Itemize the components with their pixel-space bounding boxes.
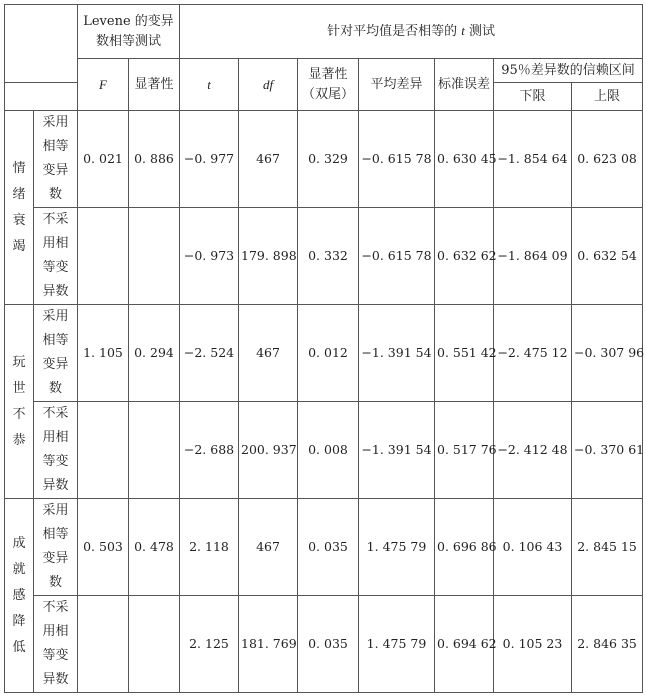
cell-sig2: 0. 035 <box>298 499 359 596</box>
cell-t: −0. 977 <box>180 111 239 208</box>
cell-sig <box>129 402 180 499</box>
variance-assumption: 不采用相等变异数 <box>34 402 78 499</box>
cell-mean-diff: 1. 475 79 <box>359 596 435 693</box>
cell-F: 0. 503 <box>78 499 129 596</box>
col-F: F <box>78 59 129 111</box>
cell-df: 467 <box>239 499 298 596</box>
variance-assumption: 不采用相等变异数 <box>34 208 78 305</box>
cell-std-err: 0. 551 42 <box>435 305 494 402</box>
table-row <box>5 305 643 402</box>
col-sig2-line2: （双尾） <box>301 86 354 102</box>
cell-upper: 0. 623 08 <box>572 111 643 208</box>
cell-t: −2. 688 <box>180 402 239 499</box>
cell-lower: −2. 475 12 <box>494 305 572 402</box>
cell-sig2: 0. 035 <box>298 596 359 693</box>
variance-assumption: 采用相等变异数 <box>34 111 78 208</box>
col-mean-diff: 平均差异 <box>359 59 435 111</box>
cell-lower: 0. 105 23 <box>494 596 572 693</box>
cell-mean-diff: −0. 615 78 <box>359 208 435 305</box>
cell-F <box>78 402 129 499</box>
variance-assumption: 采用相等变异数 <box>34 499 78 596</box>
ttest-header <box>180 5 643 59</box>
col-std-err: 标准误差 <box>435 59 494 111</box>
cell-F <box>78 208 129 305</box>
cell-t: −2. 524 <box>180 305 239 402</box>
cell-sig <box>129 596 180 693</box>
col-ci: 95％差异数的信赖区间 <box>494 59 643 83</box>
cell-upper: 0. 632 54 <box>572 208 643 305</box>
cell-std-err: 0. 694 62 <box>435 596 494 693</box>
ttest-title-text: 针对平均值是否相等的 t 测试 <box>327 23 495 39</box>
col-sig-two-tailed <box>298 59 359 111</box>
corner-cell-lower <box>5 83 78 111</box>
cell-sig: 0. 478 <box>129 499 180 596</box>
cell-std-err: 0. 632 62 <box>435 208 494 305</box>
variance-assumption: 采用相等变异数 <box>34 305 78 402</box>
col-df: df <box>239 59 298 111</box>
table-row <box>5 111 643 208</box>
cell-upper: −0. 370 61 <box>572 402 643 499</box>
group-label: 情绪衰竭 <box>5 111 34 305</box>
cell-upper: −0. 307 96 <box>572 305 643 402</box>
cell-mean-diff: −1. 391 54 <box>359 305 435 402</box>
cell-df: 179. 898 <box>239 208 298 305</box>
ttest-table <box>4 4 643 693</box>
cell-upper: 2. 845 15 <box>572 499 643 596</box>
cell-df: 200. 937 <box>239 402 298 499</box>
cell-df: 467 <box>239 111 298 208</box>
cell-t: −0. 973 <box>180 208 239 305</box>
cell-df: 181. 769 <box>239 596 298 693</box>
levene-header: Levene 的变异数相等测试 <box>78 5 180 59</box>
cell-upper: 2. 846 35 <box>572 596 643 693</box>
group-label: 成就感降低 <box>5 499 34 693</box>
cell-t: 2. 125 <box>180 596 239 693</box>
col-sig2-line1: 显著性 <box>308 66 348 82</box>
cell-F <box>78 596 129 693</box>
table-row <box>5 402 643 499</box>
cell-sig <box>129 208 180 305</box>
cell-mean-diff: −0. 615 78 <box>359 111 435 208</box>
ttest-t-symbol: t <box>461 23 465 38</box>
table-row <box>5 208 643 305</box>
cell-sig2: 0. 332 <box>298 208 359 305</box>
cell-F: 1. 105 <box>78 305 129 402</box>
variance-assumption: 不采用相等变异数 <box>34 596 78 693</box>
table-row <box>5 596 643 693</box>
group-label: 玩世不恭 <box>5 305 34 499</box>
cell-lower: −2. 412 48 <box>494 402 572 499</box>
cell-sig2: 0. 008 <box>298 402 359 499</box>
cell-sig: 0. 886 <box>129 111 180 208</box>
col-sig: 显著性 <box>129 59 180 111</box>
cell-std-err: 0. 517 76 <box>435 402 494 499</box>
table-row <box>5 499 643 596</box>
cell-lower: −1. 854 64 <box>494 111 572 208</box>
cell-t: 2. 118 <box>180 499 239 596</box>
col-t: t <box>180 59 239 111</box>
cell-sig2: 0. 012 <box>298 305 359 402</box>
cell-sig: 0. 294 <box>129 305 180 402</box>
cell-std-err: 0. 696 86 <box>435 499 494 596</box>
cell-lower: 0. 106 43 <box>494 499 572 596</box>
cell-lower: −1. 864 09 <box>494 208 572 305</box>
cell-mean-diff: −1. 391 54 <box>359 402 435 499</box>
col-upper: 上限 <box>572 83 643 111</box>
cell-sig2: 0. 329 <box>298 111 359 208</box>
cell-df: 467 <box>239 305 298 402</box>
cell-F: 0. 021 <box>78 111 129 208</box>
cell-mean-diff: 1. 475 79 <box>359 499 435 596</box>
cell-std-err: 0. 630 45 <box>435 111 494 208</box>
col-lower: 下限 <box>494 83 572 111</box>
corner-cell <box>5 5 78 83</box>
